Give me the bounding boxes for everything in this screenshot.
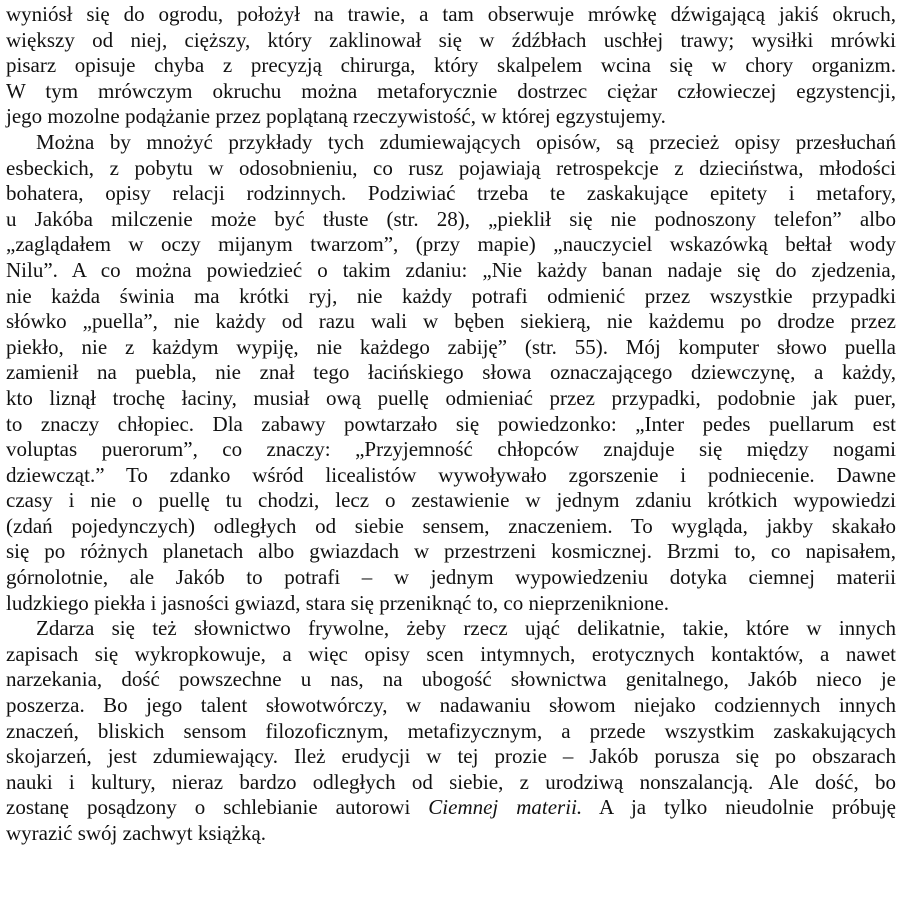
text-line: Zdarza się też słownictwo frywolne, żeby rzecz ująć delikatnie, takie, które w innych <box>36 616 896 641</box>
text-line: czasy i nie o puellę tu chodzi, lecz o zestawienie w jednym zdaniu krótkich wypowiedzi <box>6 488 896 513</box>
text-line: znaczeń, bliskich sensom filozoficznym, metafizycznym, a przede wszystkim zaskakujących <box>6 718 896 743</box>
text-line: Nilu”. A co można powiedzieć o takim zdaniu: „Nie każdy banan nadaje się do zjedzenia, <box>6 257 896 282</box>
text-line: kto liznął trochę łaciny, musiał ową puellę odmieniać przez przypadki, podobnie jak puer, <box>6 385 896 410</box>
book-title: Ciemnej materii. <box>428 795 583 820</box>
text-line: „zaglądałem w oczy mijanym twarzom”, (przy mapie) „nauczyciel wskazówką bełtał wody <box>6 232 896 257</box>
text-line: się po różnych planetach albo gwiazdach w przestrzeni kosmicznej. Brzmi to, co napisałem, <box>6 539 896 564</box>
text-line: górnolotnie, ale Jakób to potrafi – w jednym wypowiedzeniu dotyka ciemnej materii <box>6 565 896 590</box>
text-line: wyniósł się do ogrodu, położył na trawie, a tam obserwuje mrówkę dźwigającą jakiś okruch, <box>6 2 896 26</box>
text-line: piekło, nie z każdym wypiję, nie każdego zabiję” (str. 55). Mój komputer słowo puella <box>6 334 896 359</box>
text-line: nauki i kultury, nieraz bardzo odległych od siebie, z urodziwą nonszalancją. Ale dość, bo <box>6 769 896 794</box>
text-line: skojarzeń, jest zdumiewający. Ileż erudycji w tej prozie – Jakób porusza się po obszarach <box>6 744 896 769</box>
text-line: słówko „puella”, nie każdy od razu wali w bęben siekierą, nie każdemu po drodze przez <box>6 309 896 334</box>
text-line: zapisach się wykropkowuje, a więc opisy scen intymnych, erotycznych kontaktów, a nawet <box>6 641 896 666</box>
text-line: zamienił na puebla, nie znał tego łacińskiego słowa oznaczającego dziewczynę, a każdy, <box>6 360 896 385</box>
paragraph-1 <box>6 2 896 130</box>
text-line-with-title <box>6 795 896 821</box>
text-line: narzekania, dość powszechne u nas, na ubogość słownictwa genitalnego, Jakób nieco je <box>6 667 896 692</box>
text-line: pisarz opisuje chyba z precyzją chirurga, który skalpelem wcina się w chory organizm. <box>6 53 896 78</box>
text-line: u Jakóba milczenie może być tłuste (str. 28), „pieklił się nie podnoszony telefon” albo <box>6 206 896 231</box>
text-line: voluptas puerorum”, co znaczy: „Przyjemność chłopców znajduje się między nogami <box>6 437 896 462</box>
text-line: W tym mrówczym okruchu można metaforycznie dostrzec ciężar człowieczej egzystencji, <box>6 78 896 103</box>
text-line: to znaczy chłopiec. Dla zabawy powtarzało się powiedzonko: „Inter pedes puellarum est <box>6 411 896 436</box>
paragraph-3 <box>6 616 896 846</box>
text-line: jego mozolne podążanie przez poplątaną rzeczywistość, w której egzystujemy. <box>6 104 666 129</box>
text-segment: zostanę posądzony o schlebianie autorowi <box>6 795 429 820</box>
text-line: (zdań pojedynczych) odległych od siebie sensem, znaczeniem. To wygląda, jakby skakało <box>6 513 896 538</box>
text-line: wyrazić swój zachwyt książką. <box>6 821 267 845</box>
text-line: bohatera, opisy relacji rodzinnych. Podziwiać trzeba te zaskakujące epitety i metafory, <box>6 181 896 206</box>
text-line: Można by mnożyć przykłady tych zdumiewających opisów, są przecież opisy przesłuchań <box>36 129 896 154</box>
text-line: nie każda świnia ma krótki ryj, nie każdy potrafi odmienić przez wszystkie przypadki <box>6 283 896 308</box>
paragraph-2 <box>6 130 896 616</box>
text-line: ludzkiego piekła i jasności gwiazd, stara się przeniknąć to, co nieprzeniknione. <box>6 590 670 615</box>
text-line: dziewcząt.” To zdanko wśród licealistów wywoływało zgorszenie i podniecenie. Dawne <box>6 462 896 487</box>
text-line: większy od niej, cięższy, który zaklinował się w źdźbłach uschłej trawy; wysiłki mrówki <box>6 27 896 52</box>
text-line: poszerza. Bo jego talent słowotwórczy, w nadawaniu słowom niejako codziennych innych <box>6 693 896 718</box>
text-segment: A ja tylko nieudolnie próbuję <box>582 795 897 820</box>
text-line: esbeckich, z pobytu w odosobnieniu, co rusz pojawiają retrospekcje z dzieciństwa, młodości <box>6 155 896 180</box>
